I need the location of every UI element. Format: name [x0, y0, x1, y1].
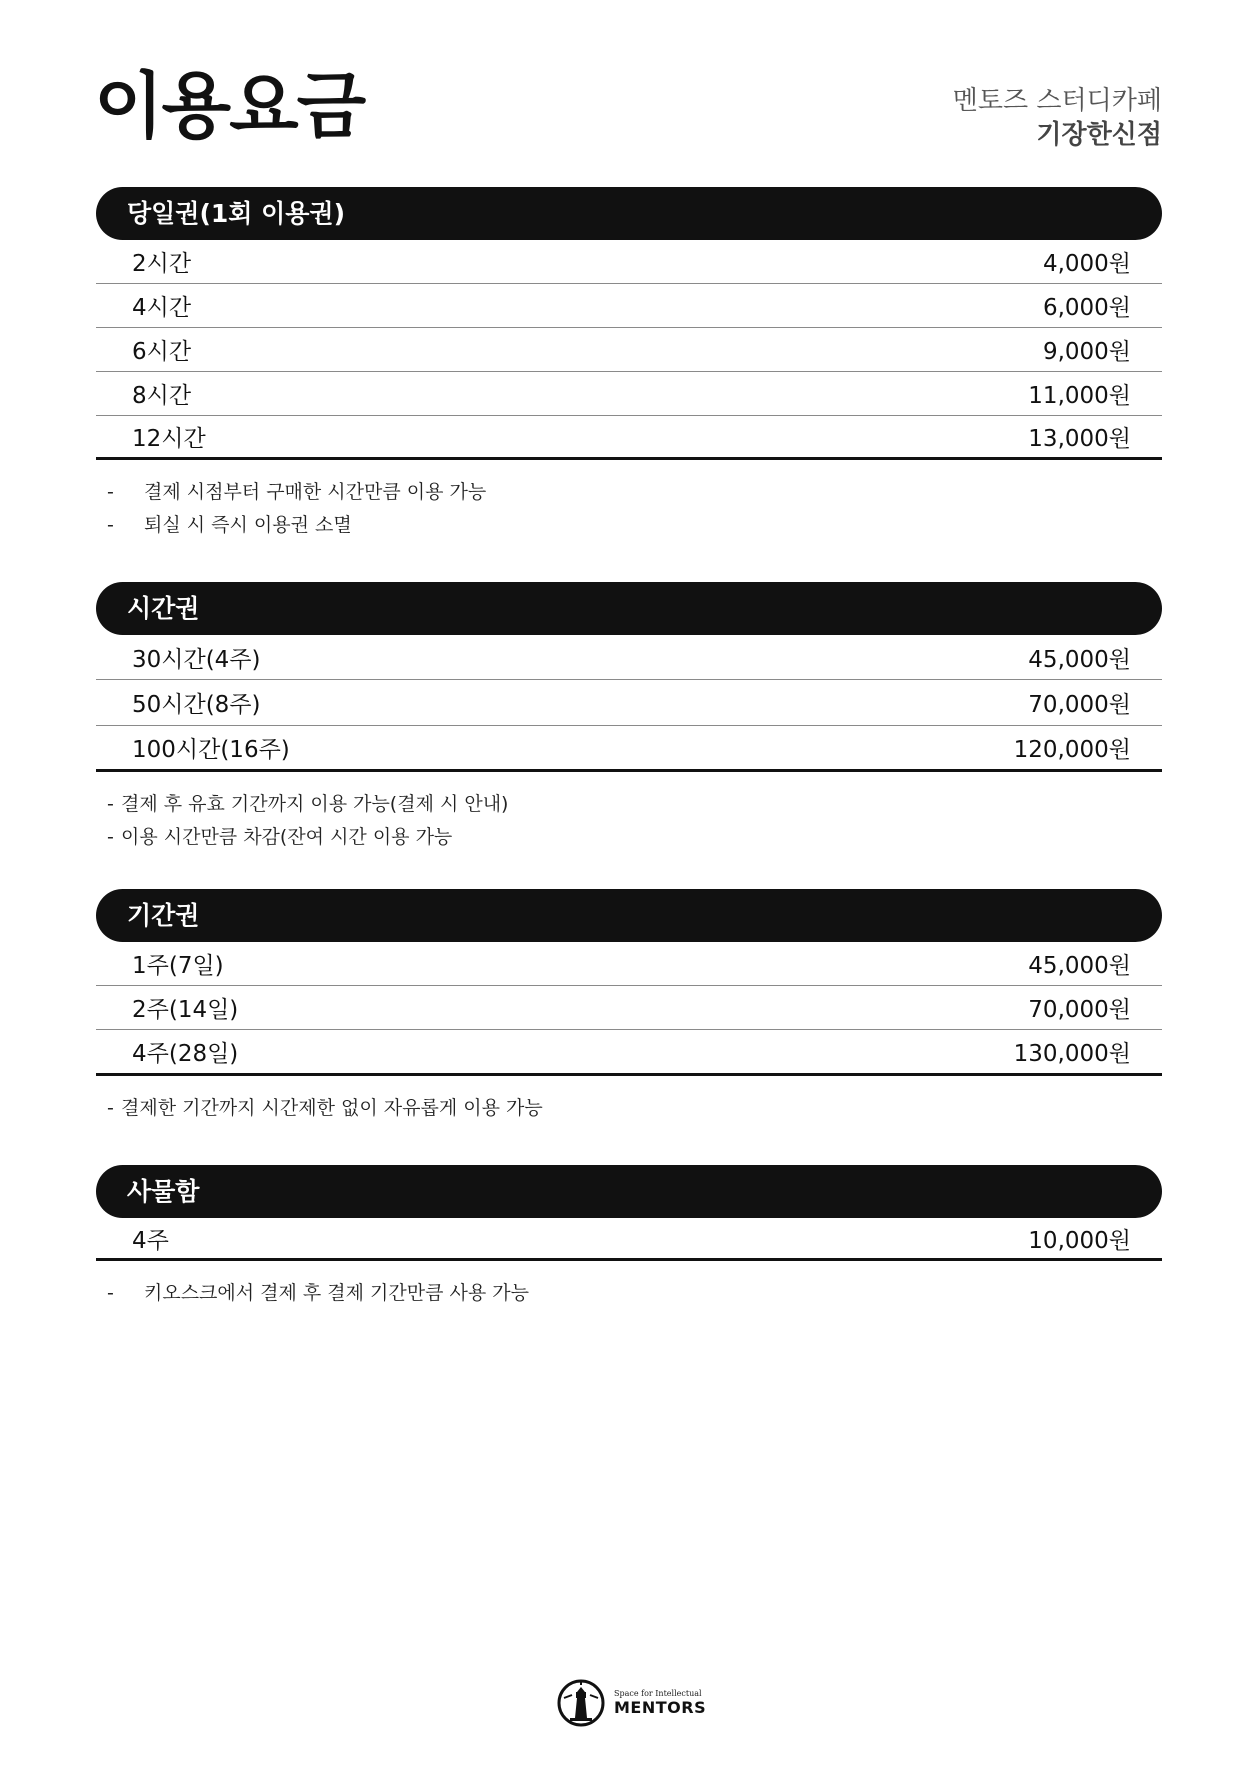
logo-text: [614, 1689, 706, 1717]
note-item: [107, 476, 1162, 509]
store-brand: 멘토즈 스터디카페: [952, 86, 1162, 116]
price-table: [96, 1218, 1162, 1261]
table-row: [96, 372, 1162, 416]
lighthouse-icon: [556, 1678, 606, 1728]
section-day-pass: [96, 187, 1162, 542]
table-row: [96, 1218, 1162, 1261]
note-dash: -: [107, 826, 114, 848]
note-dash: -: [107, 1097, 114, 1119]
table-row: [96, 680, 1162, 726]
row-price: 11,000원: [1028, 383, 1131, 409]
note-text: 결제 시점부터 구매한 시간만큼 이용 가능: [144, 481, 487, 503]
section-header: 기간권: [96, 889, 1162, 942]
row-price: 6,000원: [1042, 295, 1131, 321]
table-row: [96, 240, 1162, 284]
note-dash: -: [107, 514, 114, 536]
note-item: [107, 1092, 1162, 1125]
row-price: 120,000원: [1013, 737, 1131, 763]
note-dash: -: [107, 481, 114, 503]
row-price: 70,000원: [1028, 997, 1131, 1023]
row-label: 30시간(4주): [132, 646, 261, 673]
note-text: 결제한 기간까지 시간제한 없이 자유롭게 이용 가능: [121, 1097, 543, 1119]
section-header: 당일권(1회 이용권): [96, 187, 1162, 240]
table-row: [96, 986, 1162, 1030]
row-price: 45,000원: [1028, 646, 1131, 673]
section-locker: [96, 1165, 1162, 1310]
note-text: 결제 후 유효 기간까지 이용 가능(결제 시 안내): [121, 793, 509, 815]
note-item: [107, 821, 1162, 854]
section-header: 시간권: [96, 582, 1162, 635]
note-item: [107, 788, 1162, 821]
footer-logo: [556, 1678, 706, 1728]
table-row: [96, 328, 1162, 372]
page-title: 이용요금: [94, 64, 365, 148]
row-label: 4주(28일): [132, 1041, 239, 1067]
note-dash: -: [107, 1282, 114, 1304]
table-row: [96, 942, 1162, 986]
row-price: 9,000원: [1042, 339, 1131, 365]
section-notes: [96, 788, 1162, 854]
section-period-pass: [96, 889, 1162, 1125]
section-notes: [96, 1277, 1162, 1310]
price-table: [96, 240, 1162, 460]
row-price: 130,000원: [1013, 1041, 1131, 1067]
row-label: 100시간(16주): [132, 737, 290, 763]
note-text: 퇴실 시 즉시 이용권 소멸: [144, 514, 352, 536]
table-row: [96, 726, 1162, 772]
row-label: 1주(7일): [132, 953, 224, 979]
note-text: 키오스크에서 결제 후 결제 기간만큼 사용 가능: [144, 1282, 529, 1304]
note-item: [107, 509, 1162, 542]
row-label: 50시간(8주): [132, 692, 261, 718]
row-price: 70,000원: [1028, 692, 1131, 718]
table-row: [96, 635, 1162, 680]
table-row: [96, 1030, 1162, 1076]
row-price: 4,000원: [1042, 251, 1131, 277]
store-name: [953, 84, 1162, 152]
note-item: [107, 1277, 1162, 1310]
row-label: 8시간: [132, 383, 192, 409]
price-table: [96, 635, 1162, 772]
row-label: 12시간: [132, 426, 206, 452]
table-row: [96, 416, 1162, 460]
row-price: 13,000원: [1028, 426, 1131, 452]
logo-tagline: Space for Intellectual: [614, 1689, 702, 1698]
price-table: [96, 942, 1162, 1076]
section-header: 사물함: [96, 1165, 1162, 1218]
row-label: 2주(14일): [132, 997, 239, 1023]
section-notes: [96, 476, 1162, 542]
store-branch: 기장한신점: [1036, 120, 1162, 150]
table-row: [96, 284, 1162, 328]
row-label: 6시간: [132, 339, 192, 365]
row-price: 10,000원: [1028, 1227, 1131, 1254]
note-dash: -: [107, 793, 114, 815]
section-time-pass: [96, 582, 1162, 854]
note-text: 이용 시간만큼 차감(잔여 시간 이용 가능: [121, 826, 453, 848]
row-label: 4주: [132, 1227, 169, 1254]
section-notes: [96, 1092, 1162, 1125]
row-price: 45,000원: [1028, 953, 1131, 979]
logo-name: MENTORS: [614, 1698, 707, 1717]
row-label: 4시간: [132, 295, 192, 321]
row-label: 2시간: [132, 251, 192, 277]
